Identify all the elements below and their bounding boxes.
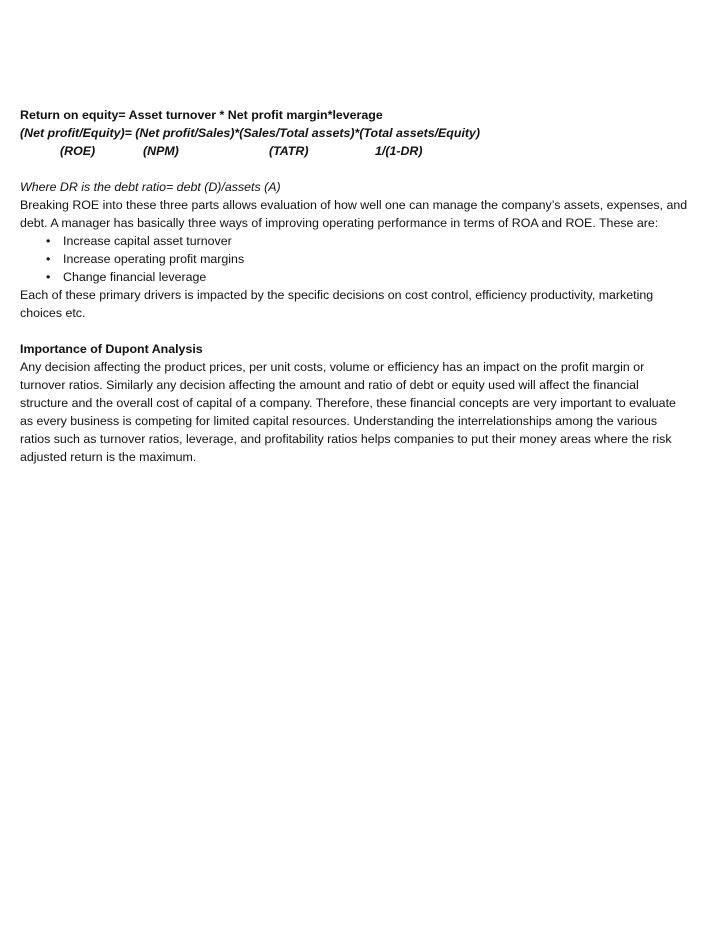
paragraph-line: ratios such as turnover ratios, leverage, and profitability ratios helps companies to put their money areas where the risk: [20, 432, 672, 446]
paragraph-line: turnover ratios. Similarly any decision affecting the amount and ratio of debt or equity used will affect the financial: [20, 378, 639, 392]
section-heading: Importance of Dupont Analysis: [20, 342, 203, 356]
paragraph-line: debt. A manager has basically three ways of improving operating performance in terms of ROA and ROE. These are:: [20, 216, 659, 230]
paragraph-line: adjusted return is the maximum.: [20, 450, 197, 464]
abbr-roe: (ROE): [60, 144, 96, 158]
list-item-text: Change financial leverage: [63, 270, 207, 284]
roe-formula-expression: (Net profit/Equity)= (Net profit/Sales)*(Sales/Total assets)*(Total assets/Equity): [20, 126, 481, 140]
list-item: [20, 268, 726, 286]
list-item: [20, 250, 726, 268]
debt-ratio-note: Where DR is the debt ratio= debt (D)/assets (A): [20, 180, 281, 194]
paragraph-line: as every business is competing for limited capital resources. Understanding the interrelationships among the various: [20, 414, 658, 428]
spacer: [20, 322, 726, 340]
spacer: [20, 160, 726, 178]
abbr-leverage: 1/(1-DR): [375, 144, 423, 158]
paragraph-line: choices etc.: [20, 306, 86, 320]
list-item: [20, 232, 726, 250]
bullet-icon: •: [46, 252, 51, 266]
list-item-text: Increase operating profit margins: [63, 252, 245, 266]
paragraph-line: Each of these primary drivers is impacted by the specific decisions on cost control, efficiency productivity, marketing: [20, 288, 654, 302]
abbr-tatr: (TATR): [269, 144, 309, 158]
formula-abbreviations: [20, 142, 726, 160]
bullet-icon: •: [46, 270, 51, 284]
document-page: [20, 106, 726, 466]
list-item-text: Increase capital asset turnover: [63, 234, 232, 248]
abbr-npm: (NPM): [143, 144, 179, 158]
paragraph-line: Any decision affecting the product prices, per unit costs, volume or efficiency has an impact on the profit margin or: [20, 360, 645, 374]
bullet-icon: •: [46, 234, 51, 248]
roe-formula-title: Return on equity= Asset turnover * Net profit margin*leverage: [20, 108, 383, 122]
paragraph-line: structure and the overall cost of capital of a company. Therefore, these financial concepts are very important to evaluate: [20, 396, 676, 410]
paragraph-line: Breaking ROE into these three parts allows evaluation of how well one can manage the company’s assets, expenses, and: [20, 198, 688, 212]
